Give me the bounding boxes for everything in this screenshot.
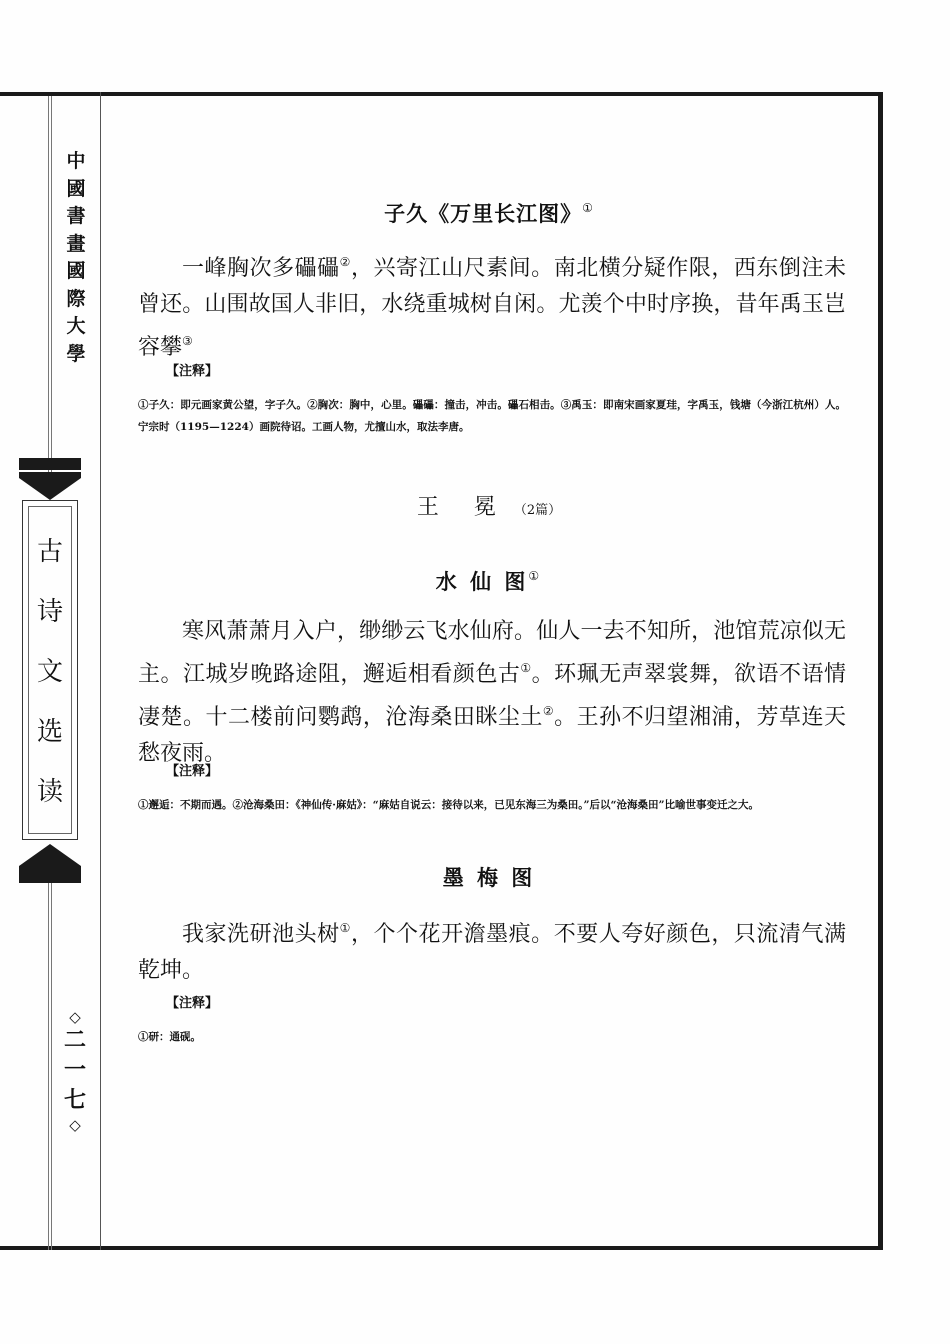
author-heading — [100, 490, 878, 521]
margin-double-line-bottom — [48, 870, 52, 1250]
poem-text: ，个个花开澹墨痕。不要人夸好颜色，只流清气满乾坤。 — [138, 922, 846, 983]
poem-body — [138, 244, 846, 366]
school-char: 大 — [66, 315, 86, 337]
margin-double-line-top — [48, 96, 52, 491]
page-number-char: 一 — [63, 1058, 86, 1083]
author-name: 王 冕 — [416, 495, 510, 520]
poem-text: ，兴寄江山尺素间。南北横分疑作限，西东倒注未曾还。山围故国人非旧，水绕重城树自闲。尤羡个中时序换，昔年禹玉岂容攀 — [138, 256, 846, 360]
panel-bottom-chevron — [19, 842, 81, 872]
notes-text-block — [138, 1026, 846, 1048]
footnote-mark: ② — [542, 704, 555, 718]
poem-title — [100, 566, 878, 596]
poem-title — [100, 862, 878, 892]
poem-text: 。王孙不归望湘浦，芳草连天愁夜雨。 — [138, 705, 846, 766]
poem-count: （2篇） — [513, 503, 562, 518]
footnote-mark: ③ — [182, 334, 193, 348]
page-number-char: 七 — [63, 1088, 86, 1113]
diamond-icon: ◇ — [69, 1008, 81, 1026]
notes-text-block — [138, 794, 846, 816]
book-char: 诗 — [36, 597, 63, 627]
book-char: 古 — [36, 537, 63, 567]
book-char: 选 — [36, 717, 63, 747]
school-char: 中 — [66, 150, 86, 172]
school-char: 書 — [66, 205, 86, 227]
poem-body — [138, 614, 846, 772]
panel-top-chevron — [19, 472, 81, 502]
notes-heading: 【注释】 — [166, 764, 219, 779]
school-char: 國 — [66, 177, 86, 200]
panel-top-cap — [19, 458, 81, 470]
footnote-mark: ② — [339, 255, 351, 269]
bottom-border-rule — [0, 1246, 883, 1250]
school-name-vertical — [56, 148, 96, 368]
school-char: 學 — [66, 342, 86, 365]
poem-title — [100, 198, 878, 228]
page-number-vertical — [55, 1008, 95, 1134]
notes-text: ①子久：即元画家黄公望，字子久。②胸次：胸中，心里。礧礧：撞击，冲击。礧石相击。③禹玉：即南宋画家夏珪，字禹玉，钱塘（今浙江杭州）人。宁宗时（1195—1224）画院待诏。工画人物，尤擅山水，取法李唐。 — [138, 399, 846, 433]
diamond-icon: ◇ — [69, 1116, 81, 1134]
content-left-rule — [100, 92, 101, 1250]
notes-heading: 【注释】 — [166, 364, 219, 379]
poem-title-text: 子久《万里长江图》 — [384, 202, 583, 226]
poem-body — [138, 910, 846, 989]
poem-title-text: 墨 梅 图 — [442, 866, 536, 890]
panel-bottom-cap — [19, 871, 81, 883]
notes-heading: 【注释】 — [166, 996, 219, 1011]
footnote-mark: ① — [339, 921, 351, 935]
book-title-vertical — [30, 522, 70, 822]
poem-title-text: 水 仙 图 — [435, 570, 529, 594]
poem-text: 。环珮无声翠裳舞，欲语不语情凄楚。十二楼前问鹦鹉，沧海桑田眯尘土 — [138, 662, 846, 730]
school-char: 國 — [66, 260, 86, 282]
poem-text: 我家洗研池头树 — [182, 922, 340, 947]
page-number-char: 二 — [63, 1028, 86, 1053]
footnote-mark: ① — [520, 661, 532, 675]
right-border-rule — [878, 92, 883, 1250]
notes-text-block — [138, 394, 846, 438]
school-char: 際 — [66, 287, 86, 310]
book-char: 读 — [36, 777, 63, 807]
school-char: 畫 — [66, 232, 86, 255]
footnote-mark: ① — [582, 201, 594, 215]
book-char: 文 — [36, 657, 63, 687]
poem-text: 一峰胸次多礧礧 — [182, 256, 340, 281]
top-border-rule — [0, 92, 883, 96]
notes-text: ①研：通砚。 — [138, 1031, 201, 1043]
notes-text: ①邂逅：不期而遇。②沧海桑田：《神仙传·麻姑》：“麻姑自说云：接待以来，已见东海三为桑田。”后以“沧海桑田”比喻世事变迁之大。 — [138, 799, 760, 811]
poem-text: 寒风萧萧月入户，缈缈云飞水仙府。仙人一去不知所，池馆荒凉似无主。江城岁晚路途阻，邂逅相看颜色古 — [138, 619, 846, 687]
footnote-mark: ① — [528, 569, 543, 583]
